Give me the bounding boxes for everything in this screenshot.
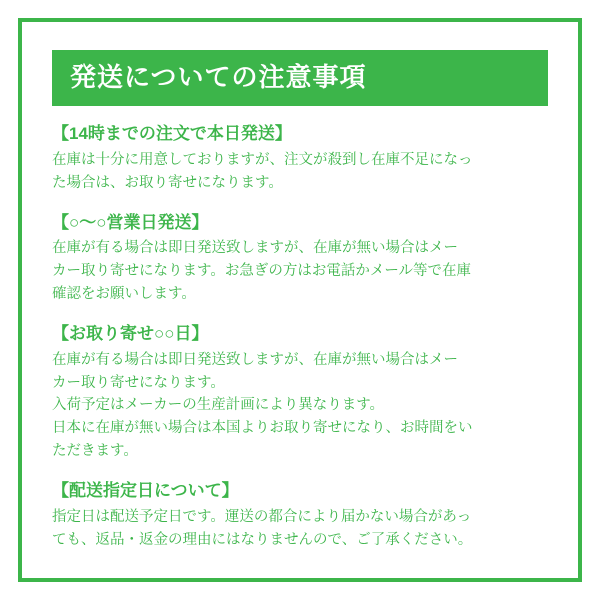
- section-body: [52, 237, 548, 306]
- section-line: 在庫が有る場合は即日発送致しますが、在庫が無い場合はメー: [52, 351, 458, 368]
- section-line: 在庫が有る場合は即日発送致しますが、在庫が無い場合はメー: [52, 240, 458, 257]
- section-line: 指定日は配送予定日です。運送の都合により届かない場合があっ: [52, 508, 472, 525]
- section-body: [52, 506, 548, 552]
- section-heading: 【14時までの注文で本日発送】: [52, 124, 292, 144]
- section-heading: 【○〜○営業日発送】: [52, 212, 209, 232]
- section-line: 入荷予定はメーカーの生産計画により異なります。: [52, 397, 385, 414]
- section-line: カー取り寄せになります。お急ぎの方はお電話かメール等で在庫: [52, 263, 472, 280]
- green-border-frame: [18, 18, 582, 582]
- section-heading: 【配送指定日について】: [52, 481, 239, 501]
- section-line: 日本に在庫が無い場合は本国よりお取り寄せになり、お時間をい: [52, 420, 473, 437]
- section-body: [52, 349, 548, 464]
- section-line: た場合は、お取り寄せになります。: [52, 174, 283, 191]
- notice-section-1: [52, 122, 548, 194]
- page-title: 発送についての注意事項: [52, 50, 548, 106]
- section-heading: 【お取り寄せ○○日】: [52, 324, 209, 343]
- notice-section-3: [52, 322, 548, 463]
- section-line: ても、返品・返金の理由にはなりませんので、ご了承ください。: [52, 531, 473, 548]
- section-line: 確認をお願いします。: [52, 286, 196, 303]
- section-line: 在庫は十分に用意しておりますが、注文が殺到し在庫不足になっ: [52, 151, 473, 168]
- notice-section-2: [52, 211, 548, 306]
- section-body: [52, 149, 548, 195]
- section-line: ただきます。: [52, 443, 138, 460]
- notice-content: [52, 50, 548, 550]
- notice-section-4: [52, 479, 548, 551]
- section-line: カー取り寄せになります。: [52, 374, 225, 391]
